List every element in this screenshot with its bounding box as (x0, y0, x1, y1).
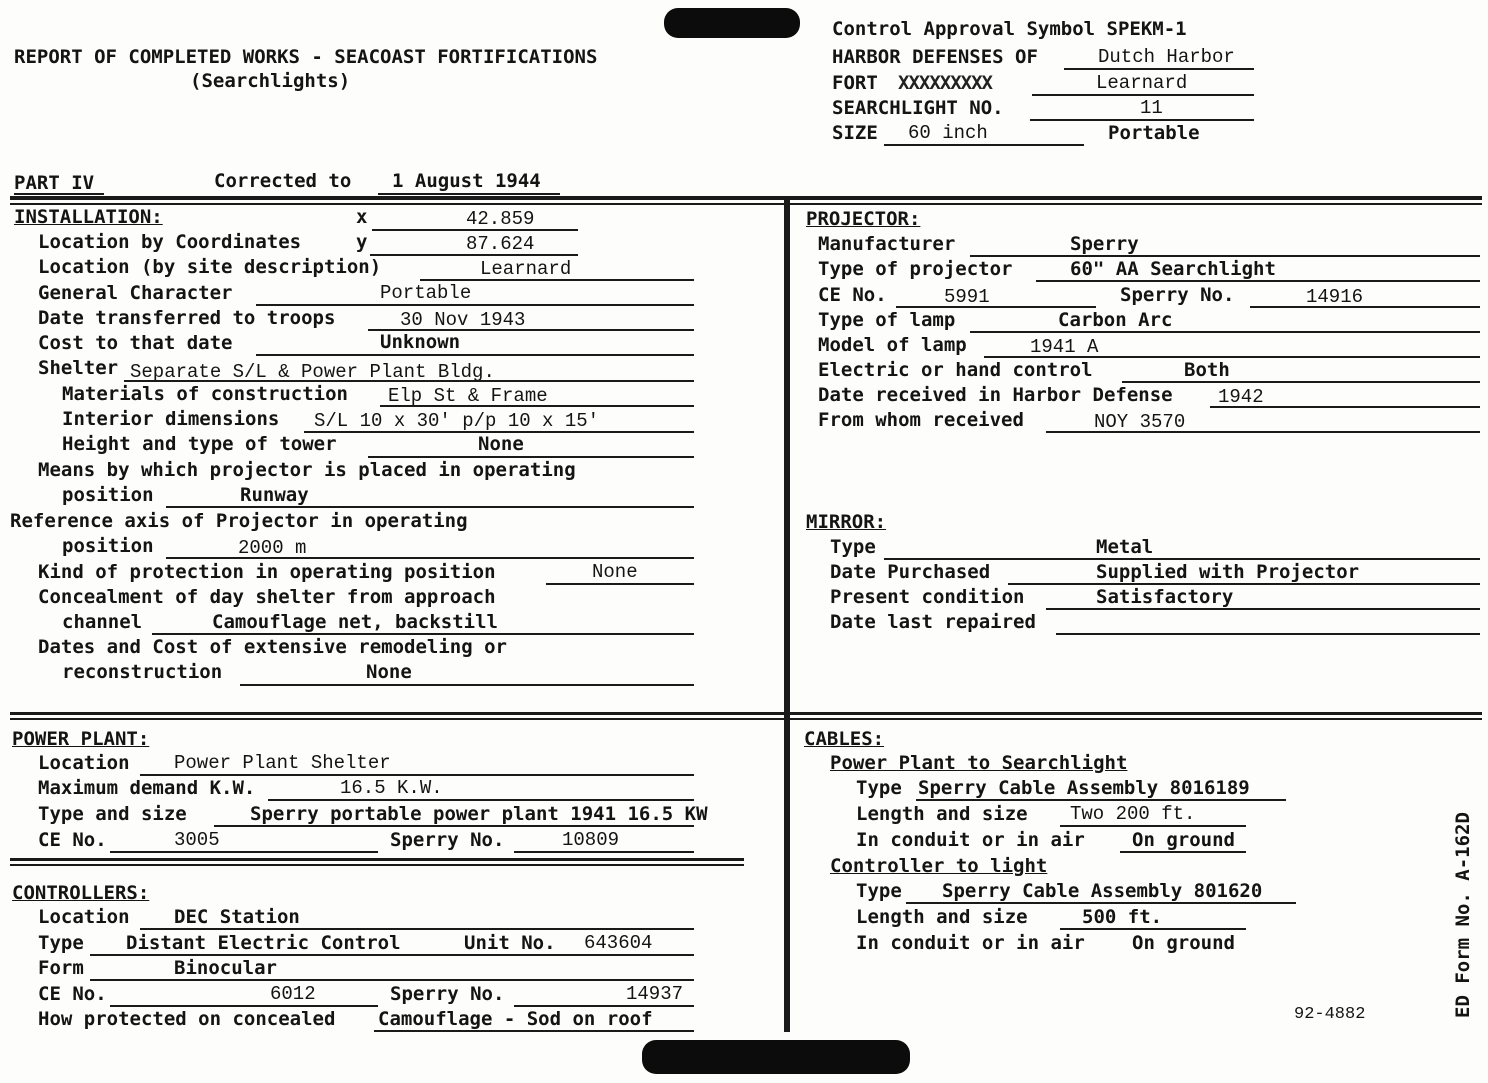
power-controllers-divider (10, 858, 744, 861)
controllers-heading: CONTROLLERS: (12, 882, 150, 904)
pp-location-value: Power Plant Shelter (174, 752, 391, 774)
ctl-protected-value: Camouflage - Sod on roof (378, 1008, 653, 1030)
received-value: 1942 (1218, 386, 1264, 408)
size-value: 60 inch (908, 122, 988, 144)
pp-cable-type-value: Sperry Cable Assembly 8016189 (918, 777, 1250, 799)
pp-cable-type-label: Type (856, 777, 902, 799)
lamp-value: Carbon Arc (1058, 309, 1173, 331)
fort-struck-text: XXXXXXXXX (898, 72, 992, 94)
ctl-cable-length-label: Length and size (856, 906, 1028, 928)
purchased-value: Supplied with Projector (1096, 561, 1360, 583)
pp-ce-label: CE No. (38, 829, 107, 851)
site-value: Learnard (480, 258, 572, 280)
materials-value: Elp St & Frame (388, 385, 548, 407)
materials-label: Materials of construction (62, 383, 348, 405)
pp-location-label: Location (38, 752, 130, 774)
pp-cable-conduit-label: In conduit or in air (856, 829, 1085, 851)
interior-value: S/L 10 x 30' p/p 10 x 15' (314, 410, 600, 432)
axis-label-2: position (62, 535, 154, 557)
means-value: Runway (240, 484, 309, 506)
ctl-cable-type-label: Type (856, 880, 902, 902)
lamp-label: Type of lamp (818, 309, 956, 331)
cost-label: Cost to that date (38, 332, 233, 354)
shelter-value: Separate S/L & Power Plant Bldg. (130, 361, 495, 383)
harbor-label: HARBOR DEFENSES OF (832, 46, 1038, 68)
part-label: PART IV (14, 172, 95, 194)
manufacturer-value: Sperry (1070, 233, 1139, 255)
projector-sperry-label: Sperry No. (1120, 284, 1235, 306)
ctl-form-value: Binocular (174, 957, 277, 979)
y-value: 87.624 (466, 233, 535, 255)
axis-value: 2000 m (238, 537, 307, 559)
condition-label: Present condition (830, 586, 1025, 608)
remodel-value: None (366, 661, 412, 683)
report-subtitle: (Searchlights) (190, 70, 351, 92)
whom-value: NOY 3570 (1094, 411, 1186, 433)
pp-sperry-label: Sperry No. (390, 829, 505, 851)
ctl-protected-label: How protected on concealed (38, 1008, 336, 1030)
pp-type-value: Sperry portable power plant 1941 16.5 KW (250, 803, 708, 825)
ctl-cable-type-value: Sperry Cable Assembly 801620 (942, 880, 1263, 902)
tower-value: None (478, 433, 524, 455)
control-value: Both (1184, 359, 1230, 381)
concealment-label-2: channel (62, 611, 143, 633)
demand-value: 16.5 K.W. (340, 777, 443, 799)
shelter-label: Shelter (38, 357, 119, 379)
control-symbol: Control Approval Symbol SPEKM-1 (832, 18, 1187, 40)
ctl-form-label: Form (38, 957, 84, 979)
ctl-cable-length-value: 500 ft. (1082, 906, 1163, 928)
document-number: 92-4882 (1294, 1005, 1366, 1024)
middle-divider (10, 712, 1482, 715)
ctl-location-label: Location (38, 906, 130, 928)
ctl-cable-conduit-value: On ground (1132, 932, 1235, 954)
size-type: Portable (1108, 122, 1200, 144)
mirror-type-label: Type (830, 536, 876, 558)
pp-cable-length-value: Two 200 ft. (1070, 803, 1196, 825)
ctl-cable-conduit-label: In conduit or in air (856, 932, 1085, 954)
character-label: General Character (38, 282, 233, 304)
projector-ce-label: CE No. (818, 284, 887, 306)
repaired-label: Date last repaired (830, 611, 1036, 633)
pp-ce-value: 3005 (174, 829, 220, 851)
model-label: Model of lamp (818, 334, 967, 356)
pp-sperry-value: 10809 (562, 829, 620, 851)
coords-label: Location by Coordinates (38, 231, 302, 253)
pp-cable-heading: Power Plant to Searchlight (830, 752, 1128, 774)
ctl-sperry-value: 14937 (626, 983, 684, 1005)
ctl-cable-heading: Controller to light (830, 855, 1048, 877)
corrected-date: 1 August 1944 (392, 170, 541, 192)
model-value: 1941 A (1030, 336, 1099, 358)
vertical-divider (784, 196, 790, 1032)
purchased-label: Date Purchased (830, 561, 991, 583)
ctl-sperry-label: Sperry No. (390, 983, 505, 1005)
projector-type-value: 60" AA Searchlight (1070, 258, 1276, 280)
whom-label: From whom received (818, 409, 1024, 431)
pp-type-label: Type and size (38, 803, 187, 825)
pp-cable-conduit-value: On ground (1132, 829, 1235, 851)
axis-label: Reference axis of Projector in operating (10, 510, 468, 532)
ctl-type-label: Type (38, 932, 84, 954)
protection-value: None (592, 561, 638, 583)
ctl-ce-value: 6012 (270, 983, 316, 1005)
installation-heading: INSTALLATION: (14, 206, 163, 228)
interior-label: Interior dimensions (62, 408, 280, 430)
fort-label: FORT (832, 72, 878, 94)
ctl-location-value: DEC Station (174, 906, 300, 928)
remodel-label-2: reconstruction (62, 661, 223, 683)
transferred-label: Date transferred to troops (38, 307, 336, 329)
mirror-type-value: Metal (1096, 536, 1154, 558)
power-plant-heading: POWER PLANT: (12, 728, 150, 750)
size-label: SIZE (832, 122, 878, 144)
control-label: Electric or hand control (818, 359, 1093, 381)
top-divider (10, 196, 1482, 200)
projector-type-label: Type of projector (818, 258, 1013, 280)
top-redaction (664, 8, 800, 38)
y-label: y (356, 231, 368, 253)
projector-heading: PROJECTOR: (806, 208, 921, 230)
ctl-type-value: Distant Electric Control (126, 932, 401, 954)
ctl-ce-label: CE No. (38, 983, 107, 1005)
concealment-label: Concealment of day shelter from approach (38, 586, 496, 608)
unit-label: Unit No. (464, 932, 556, 954)
searchlight-value: 11 (1140, 97, 1163, 119)
demand-label: Maximum demand K.W. (38, 777, 256, 799)
searchlight-label: SEARCHLIGHT NO. (832, 97, 1004, 119)
concealment-value: Camouflage net, backstill (212, 611, 498, 633)
transferred-value: 30 Nov 1943 (400, 309, 526, 331)
condition-value: Satisfactory (1096, 586, 1234, 608)
unit-value: 643604 (584, 932, 653, 954)
fort-value: Learnard (1096, 72, 1188, 94)
tower-label: Height and type of tower (62, 433, 337, 455)
remodel-label: Dates and Cost of extensive remodeling or (38, 636, 507, 658)
harbor-value: Dutch Harbor (1098, 46, 1235, 68)
site-label: Location (by site description) (38, 256, 382, 278)
projector-ce-value: 5991 (944, 286, 990, 308)
protection-label: Kind of protection in operating position (38, 561, 496, 583)
x-value: 42.859 (466, 208, 535, 230)
means-label: Means by which projector is placed in operating (38, 459, 576, 481)
report-title: REPORT OF COMPLETED WORKS - SEACOAST FORTIFICATIONS (14, 46, 598, 68)
manufacturer-label: Manufacturer (818, 233, 956, 255)
projector-sperry-value: 14916 (1306, 286, 1364, 308)
mirror-heading: MIRROR: (806, 511, 887, 533)
bottom-redaction (642, 1040, 910, 1074)
received-label: Date received in Harbor Defense (818, 384, 1173, 406)
cost-value: Unknown (380, 331, 461, 353)
character-value: Portable (380, 282, 472, 304)
means-label-2: position (62, 484, 154, 506)
form-number: ED Form No. A-162D (1452, 812, 1474, 1018)
corrected-label: Corrected to (214, 170, 352, 192)
cables-heading: CABLES: (804, 728, 885, 750)
x-label: x (356, 206, 368, 228)
pp-cable-length-label: Length and size (856, 803, 1028, 825)
